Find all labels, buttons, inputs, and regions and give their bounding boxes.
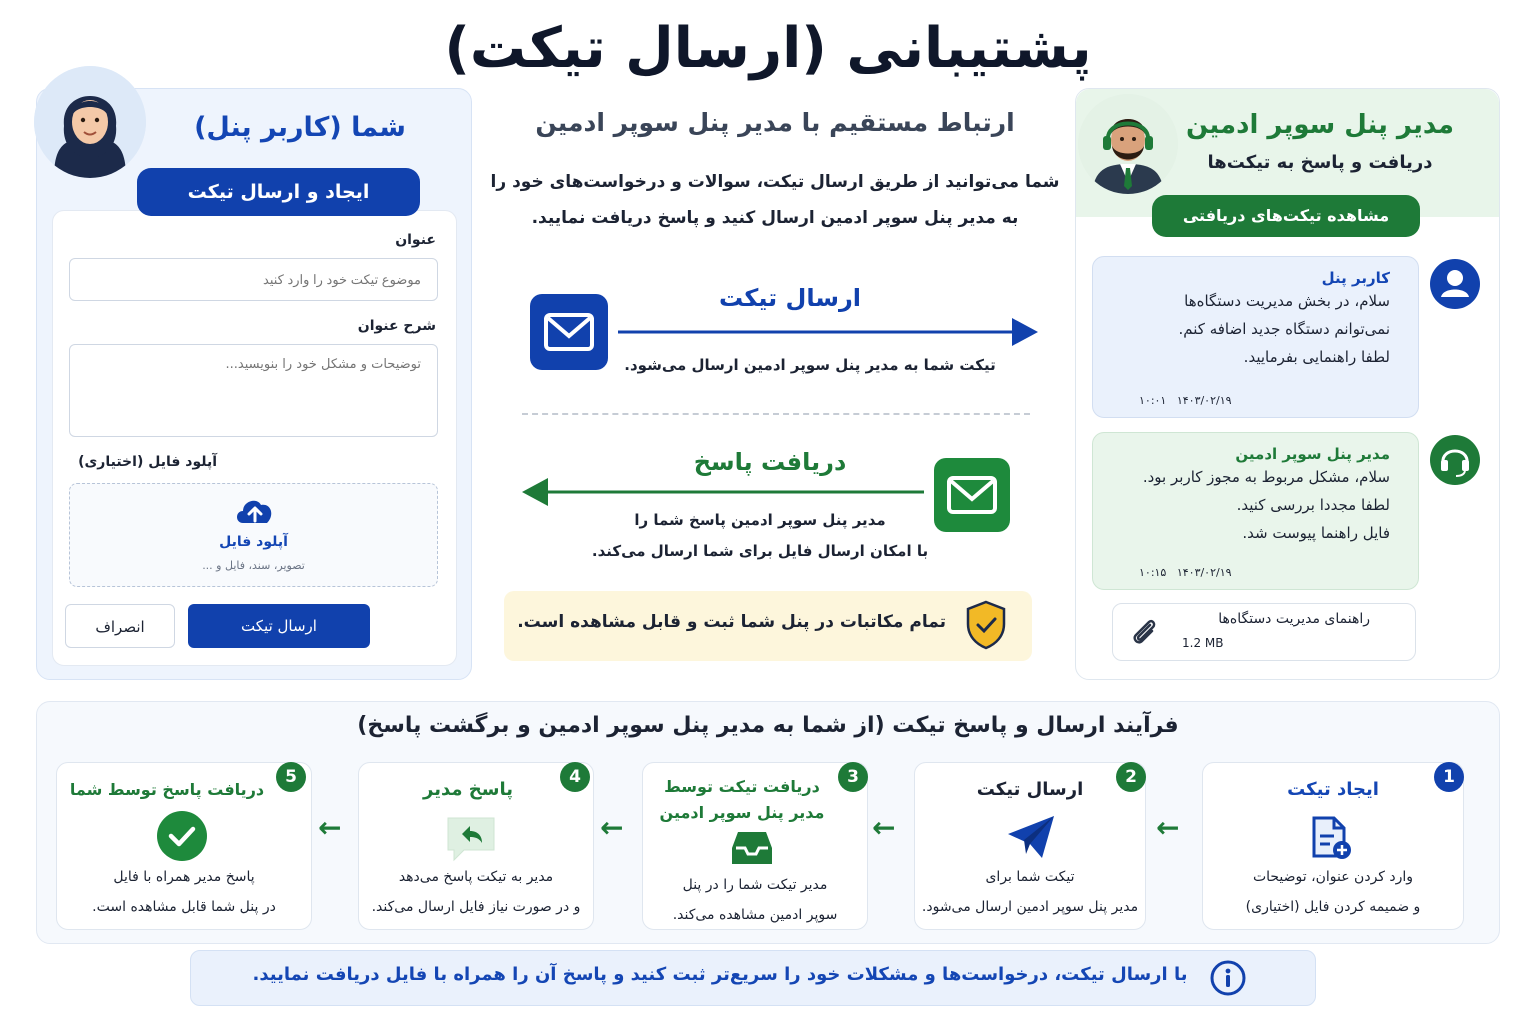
user-circle-icon bbox=[1430, 259, 1480, 313]
step-title: دریافت پاسخ توسط شما bbox=[69, 780, 265, 799]
divider bbox=[522, 413, 1030, 415]
step-description-line: مدیر پنل سوپر ادمین ارسال می‌شود. bbox=[921, 899, 1139, 915]
message-line: سلام، در بخش مدیریت دستگاه‌ها bbox=[1184, 292, 1390, 310]
step-title: ایجاد تیکت bbox=[1287, 779, 1379, 800]
message-line: فایل راهنما پیوست شد. bbox=[1242, 524, 1390, 542]
admin-avatar-headset-icon bbox=[1078, 94, 1178, 194]
message-sender: کاربر پنل bbox=[1321, 269, 1390, 287]
message-user bbox=[1092, 256, 1419, 418]
message-line: لطفا مجددا بررسی کنید. bbox=[1236, 496, 1390, 514]
description-field-label: شرح عنوان bbox=[357, 318, 436, 334]
step-arrow-icon: ← bbox=[1156, 811, 1180, 844]
description-textarea[interactable] bbox=[69, 344, 438, 437]
check-circle-icon bbox=[157, 811, 207, 865]
send-envelope-icon bbox=[530, 294, 608, 370]
message-time: ۱۰:۰۱ bbox=[1139, 394, 1167, 407]
step-title bbox=[642, 774, 842, 826]
step-number: 4 bbox=[560, 762, 590, 792]
message-time: ۱۰:۱۵ bbox=[1139, 566, 1167, 579]
step-arrow-icon: ← bbox=[872, 811, 896, 844]
upload-field-label: آپلود فایل (اختیاری) bbox=[78, 454, 217, 470]
center-description-line: شما می‌توانید از طریق ارسال تیکت، سوالات و درخواست‌های خود را bbox=[490, 172, 1060, 192]
step-description-line: و ضمیمه کردن فایل (اختیاری) bbox=[1245, 899, 1421, 915]
step-number: 3 bbox=[838, 762, 868, 792]
admin-panel-subheading: دریافت و پاسخ به تیکت‌ها bbox=[1207, 152, 1433, 173]
step-title-line: دریافت تیکت توسط bbox=[664, 777, 820, 796]
attachment-name: راهنمای مدیریت دستگاه‌ها bbox=[1218, 611, 1370, 627]
message-date: ۱۴۰۳/۰۲/۱۹ bbox=[1176, 394, 1232, 407]
inbox-tray-icon bbox=[730, 830, 774, 872]
receive-flow-title: دریافت پاسخ bbox=[693, 448, 847, 476]
send-flow-text: تیکت شما به مدیر پنل سوپر ادمین ارسال می‌شود. bbox=[624, 356, 996, 374]
step-description-line: مدیر به تیکت پاسخ می‌دهد bbox=[398, 869, 554, 885]
step-description bbox=[358, 862, 594, 922]
step-description-line: در پنل شما قابل مشاهده است. bbox=[92, 899, 276, 915]
step-title: ارسال تیکت bbox=[976, 779, 1084, 800]
message-line: سلام، مشکل مربوط به مجوز کاربر بود. bbox=[1142, 468, 1390, 486]
step-arrow-icon: ← bbox=[600, 811, 624, 844]
upload-title: آپلود فایل bbox=[219, 534, 288, 550]
step-number: 5 bbox=[276, 762, 306, 792]
title-field-label: عنوان bbox=[395, 232, 436, 248]
admin-panel-heading: مدیر پنل سوپر ادمین bbox=[1186, 110, 1454, 140]
upload-hint: تصویر، سند، فایل و ... bbox=[202, 559, 305, 572]
page-title: پشتیبانی (ارسال تیکت) bbox=[444, 16, 1092, 81]
step-arrow-icon: ← bbox=[318, 811, 342, 844]
user-panel-heading: شما (کاربر پنل) bbox=[194, 112, 406, 143]
paperclip-icon bbox=[1128, 616, 1160, 652]
step-title-line: مدیر پنل سوپر ادمین bbox=[659, 803, 825, 822]
title-input[interactable] bbox=[69, 258, 438, 301]
headset-icon bbox=[1430, 435, 1480, 489]
center-description-line: به مدیر پنل سوپر ادمین ارسال کنید و پاسخ دریافت نمایید. bbox=[531, 208, 1019, 228]
message-line: لطفا راهنمایی بفرمایید. bbox=[1243, 348, 1390, 366]
attachment-size: 1.2 MB bbox=[1182, 636, 1224, 650]
step-description-line: مدیر تیکت شما را در پنل bbox=[682, 877, 828, 893]
user-avatar-hijab-icon bbox=[34, 66, 146, 178]
message-line: نمی‌توانم دستگاه جدید اضافه کنم. bbox=[1178, 320, 1390, 338]
step-description bbox=[1202, 862, 1464, 922]
step-description bbox=[642, 870, 868, 930]
step-title: پاسخ مدیر bbox=[423, 779, 513, 800]
center-description bbox=[470, 164, 1080, 236]
step-description-line: تیکت شما برای bbox=[985, 869, 1075, 885]
step-number: 1 bbox=[1434, 762, 1464, 792]
message-timestamp bbox=[1139, 566, 1232, 579]
paper-plane-icon bbox=[1006, 814, 1056, 864]
history-note-text: تمام مکاتبات در پنل شما ثبت و قابل مشاهده است. bbox=[517, 612, 946, 632]
step-description bbox=[56, 862, 312, 922]
cloud-upload-icon bbox=[233, 495, 277, 531]
view-received-tickets-button[interactable]: مشاهده تیکت‌های دریافتی bbox=[1152, 195, 1420, 237]
process-title: فرآیند ارسال و پاسخ تیکت (از شما به مدیر پنل سوپر ادمین و برگشت پاسخ) bbox=[357, 713, 1179, 738]
message-admin bbox=[1092, 432, 1419, 590]
send-flow-title: ارسال تیکت bbox=[718, 284, 861, 312]
center-heading: ارتباط مستقیم با مدیر پنل سوپر ادمین bbox=[535, 108, 1015, 137]
cancel-button[interactable]: انصراف bbox=[65, 604, 175, 648]
step-description-line: وارد کردن عنوان، توضیحات bbox=[1252, 869, 1414, 885]
step-description-line: پاسخ مدیر همراه با فایل bbox=[113, 869, 255, 885]
send-ticket-button[interactable]: ارسال تیکت bbox=[188, 604, 370, 648]
message-sender: مدیر پنل سوپر ادمین bbox=[1235, 445, 1390, 463]
step-description bbox=[914, 862, 1146, 922]
receive-flow-line: مدیر پنل سوپر ادمین پاسخ شما را bbox=[634, 511, 886, 529]
arrow-right-icon bbox=[618, 316, 1040, 352]
shield-check-icon bbox=[964, 600, 1008, 654]
document-add-icon bbox=[1310, 814, 1354, 866]
receive-flow-line: با امکان ارسال فایل برای شما ارسال می‌کند. bbox=[591, 542, 929, 560]
message-timestamp bbox=[1139, 394, 1232, 407]
step-description-line: سوپر ادمین مشاهده می‌کند. bbox=[672, 907, 838, 923]
create-ticket-button[interactable]: ایجاد و ارسال تیکت bbox=[137, 168, 420, 216]
receive-flow-text bbox=[560, 505, 960, 567]
step-description-line: و در صورت نیاز فایل ارسال می‌کند. bbox=[371, 899, 581, 915]
reply-bubble-icon bbox=[444, 814, 498, 868]
step-number: 2 bbox=[1116, 762, 1146, 792]
message-date: ۱۴۰۳/۰۲/۱۹ bbox=[1176, 566, 1232, 579]
info-bar-text: با ارسال تیکت، درخواست‌ها و مشکلات خود را سریع‌تر ثبت کنید و پاسخ آن را همراه با فایل دریافت نمایید. bbox=[252, 964, 1188, 985]
